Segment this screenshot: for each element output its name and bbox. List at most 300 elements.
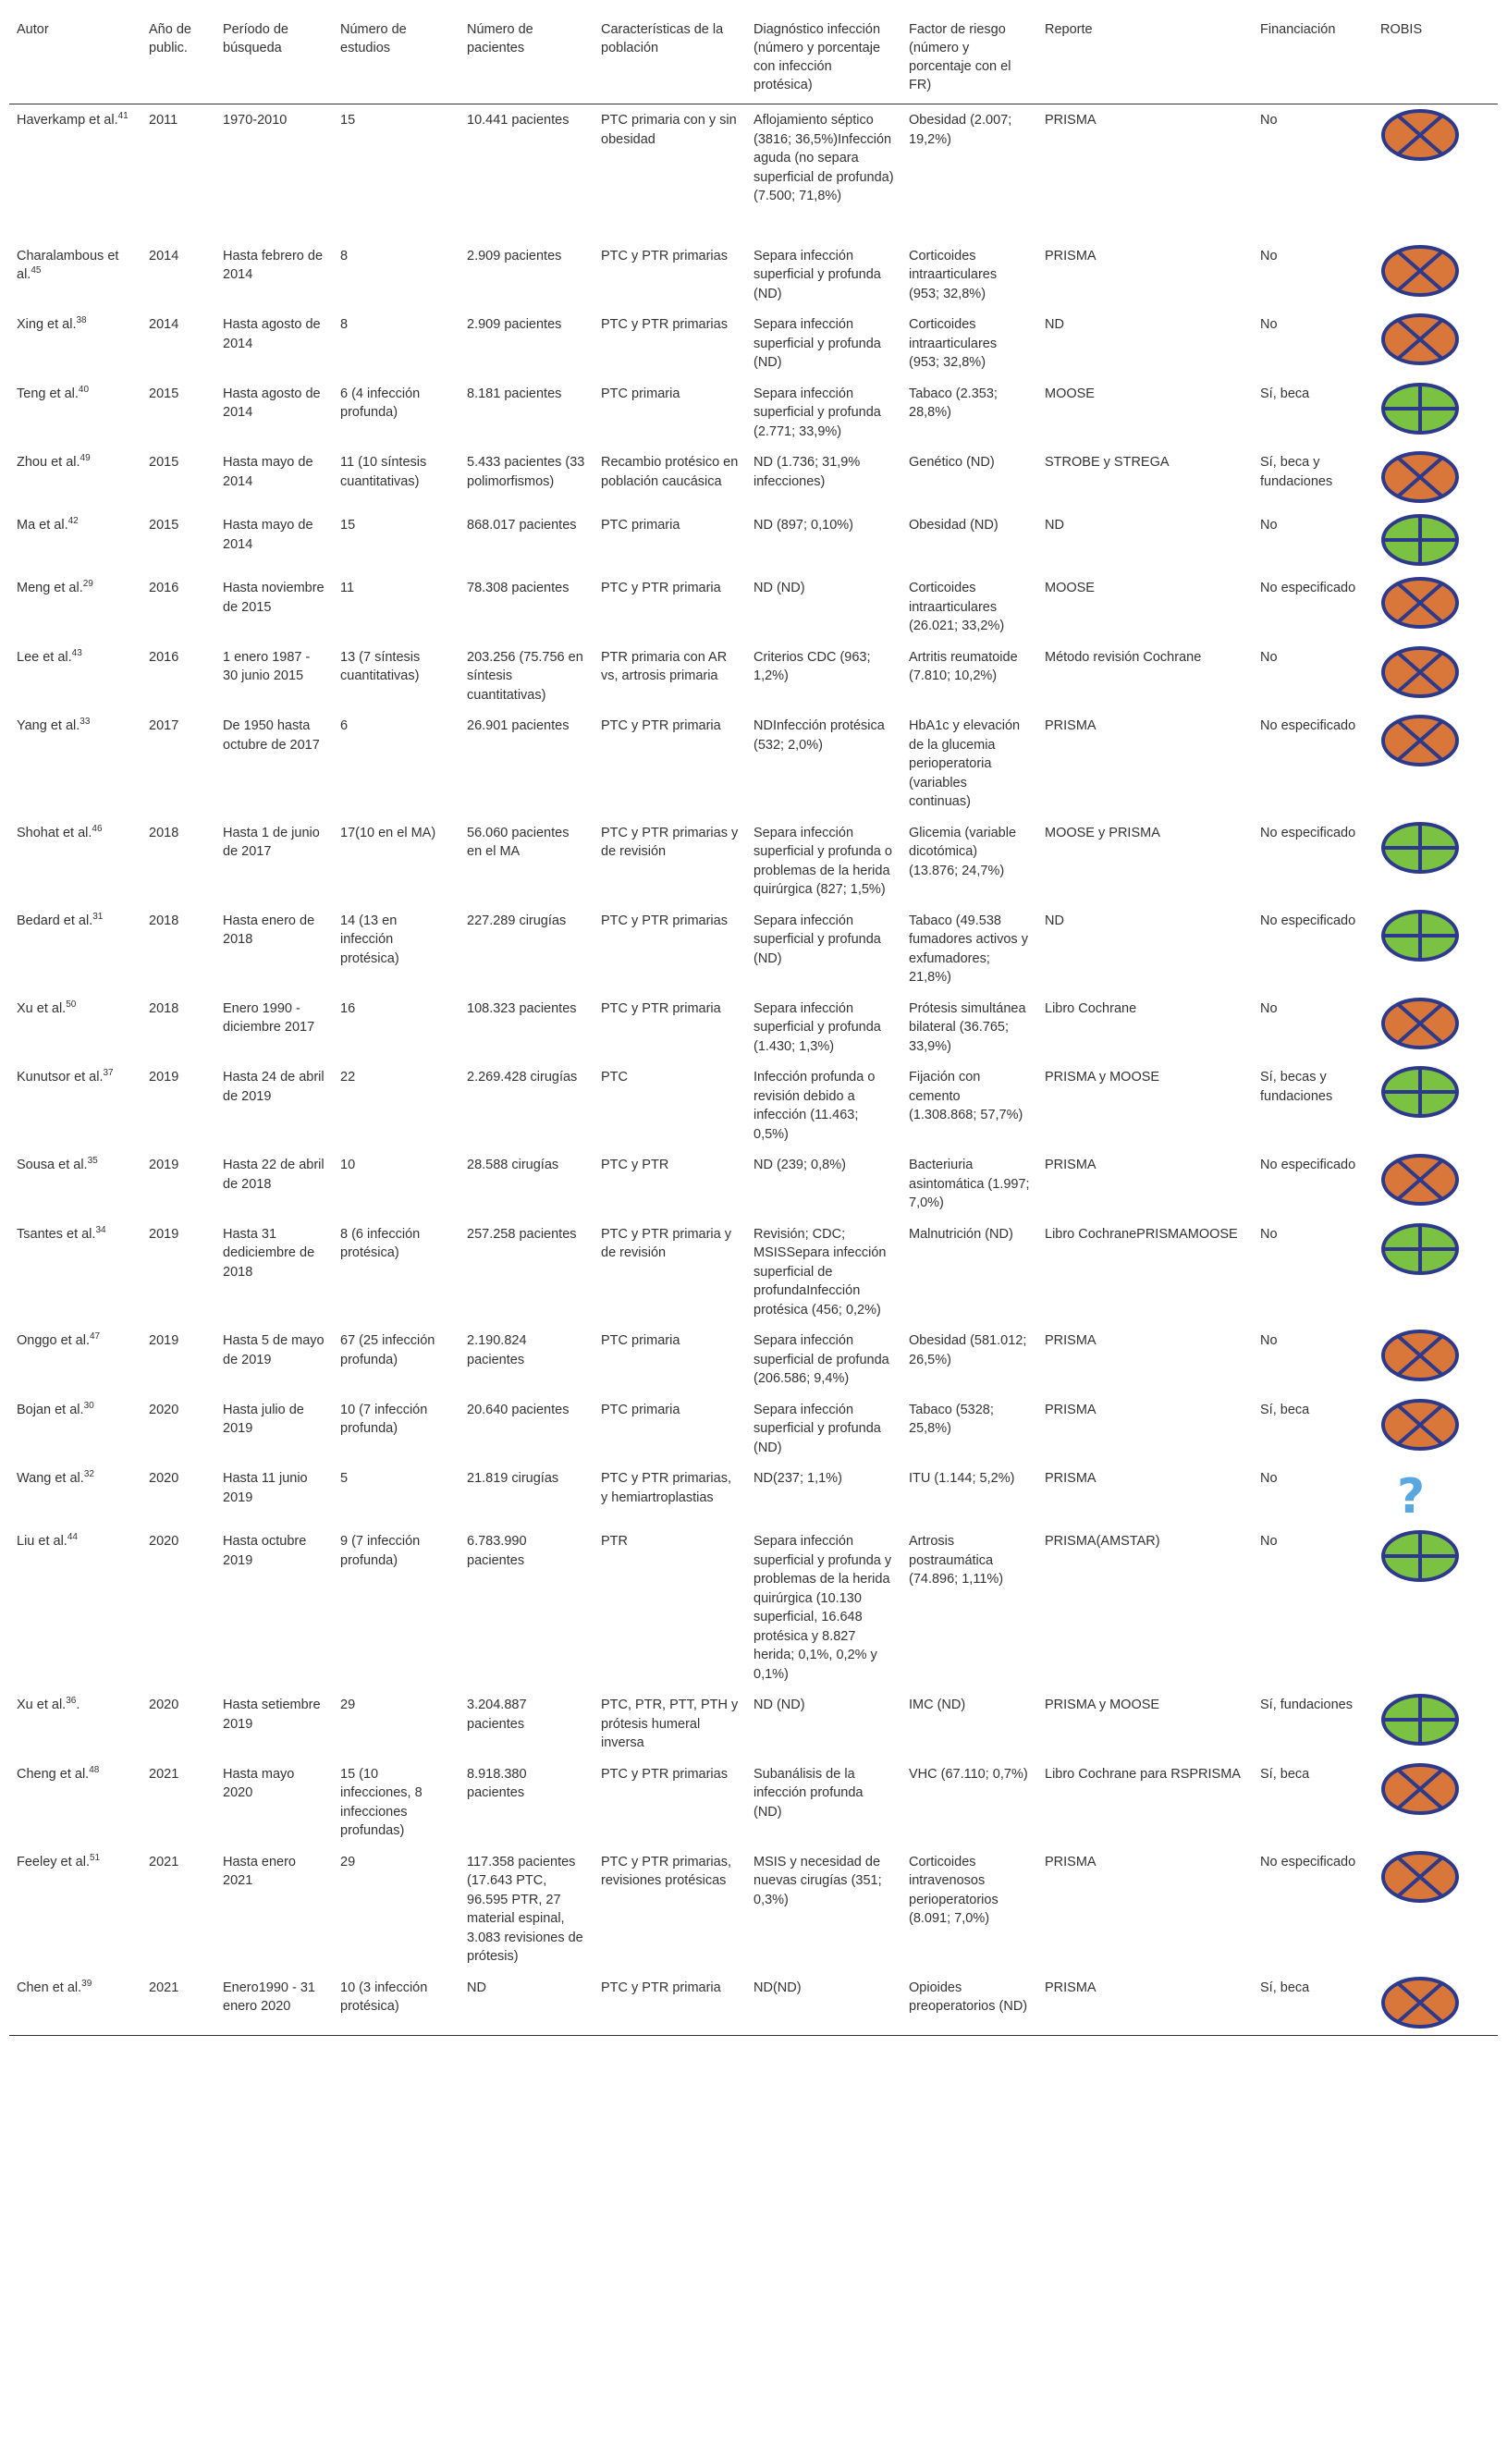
cell-reporte: Método revisión Cochrane — [1045, 649, 1202, 665]
cell-robis — [1373, 509, 1498, 572]
cell-financiacion: Sí, beca — [1260, 386, 1310, 401]
cell-factor: Corticoides intraarticulares (953; 32,8%) — [909, 248, 998, 301]
robis-low-risk-icon — [1380, 1529, 1460, 1583]
cell-autor — [9, 642, 141, 711]
cell-poblacion: PTR primaria con AR vs, artrosis primaria — [601, 649, 728, 683]
cell-poblacion: PTC y PTR primarias — [601, 317, 728, 332]
reference-number: 29 — [82, 579, 93, 590]
robis-unclear-icon — [1380, 1466, 1460, 1520]
cell-reporte: PRISMA — [1045, 1333, 1097, 1348]
author-name: Bojan et al. — [17, 1402, 84, 1417]
svg-text:?: ? — [1397, 1469, 1426, 1520]
cell-periodo: Hasta 1 de junio de 2017 — [223, 825, 320, 859]
cell-robis — [1373, 447, 1498, 509]
robis-high-risk-icon — [1380, 576, 1460, 630]
robis-high-risk-icon — [1380, 997, 1460, 1050]
cell-year: 2019 — [149, 1333, 179, 1348]
cell-pacientes: 8.918.380 pacientes — [467, 1766, 527, 1800]
cell-pacientes: 257.258 pacientes — [467, 1226, 577, 1242]
cell-autor — [9, 1394, 141, 1464]
cell-poblacion: PTC y PTR primaria — [601, 1000, 721, 1016]
cell-pacientes: 2.190.824 pacientes — [467, 1333, 527, 1367]
author-name: Onggo et al. — [17, 1333, 90, 1348]
cell-diagnostico: Separa infección superficial y profunda (ND) — [754, 248, 881, 301]
table-row — [9, 993, 1498, 1062]
cell-diagnostico: Separa infección superficial y profunda (ND) — [754, 317, 881, 370]
cell-diagnostico: Separa infección superficial y profunda (ND) — [754, 913, 881, 966]
cell-autor — [9, 993, 141, 1062]
header-factor: Factor de riesgo (número y porcentaje con el FR) — [901, 11, 1037, 104]
cell-periodo: Hasta 11 junio 2019 — [223, 1471, 308, 1505]
cell-pacientes: 21.819 cirugías — [467, 1471, 559, 1486]
cell-reporte: ND — [1045, 317, 1064, 332]
table-row — [9, 1759, 1498, 1846]
cell-periodo: Enero 1990 - diciembre 2017 — [223, 1000, 315, 1035]
reference-number: 49 — [80, 453, 91, 464]
cell-pacientes: 26.901 pacientes — [467, 718, 570, 733]
cell-financiacion: No especificado — [1260, 1158, 1356, 1172]
cell-financiacion: No — [1260, 248, 1278, 264]
cell-estudios: 8 — [340, 317, 349, 332]
cell-diagnostico: Separa infección superficial y profunda y problemas de la herida quirúrgica (10.130 superficial, 16.648 protésica y 8.827 herida; 0,1%, 0,2% y 0,1%) — [754, 1534, 892, 1682]
reference-number: 39 — [81, 1978, 92, 1989]
cell-year: 2014 — [149, 248, 179, 264]
cell-financiacion: No — [1260, 1471, 1278, 1486]
cell-poblacion: PTC y PTR primarias, revisiones protésicas — [601, 1854, 731, 1888]
cell-poblacion: Recambio protésico en población caucásica — [601, 455, 739, 489]
cell-year: 2018 — [149, 1000, 179, 1016]
cell-financiacion: No especificado — [1260, 581, 1356, 595]
table-row — [9, 1689, 1498, 1759]
reference-number: 45 — [31, 265, 42, 276]
cell-year: 2021 — [141, 1972, 215, 2036]
author-name: Liu et al. — [17, 1534, 67, 1549]
robis-high-risk-icon — [1380, 450, 1460, 504]
header-estudios: Número de estudios — [333, 11, 459, 104]
cell-diagnostico: ND (239; 0,8%) — [754, 1158, 846, 1172]
cell-financiacion: No — [1260, 1226, 1278, 1242]
cell-pacientes: 868.017 pacientes — [467, 518, 577, 533]
cell-factor: HbA1c y elevación de la glucemia perioperatoria (variables continuas) — [909, 718, 1021, 809]
cell-financiacion: No — [1260, 1333, 1278, 1348]
cell-robis — [1373, 104, 1498, 240]
cell-robis — [1373, 1689, 1498, 1759]
cell-diagnostico: Revisión; CDC; MSISSepara infección superficial de profundaInfección protésica (456; 0,2%) — [754, 1226, 887, 1318]
cell-pacientes: 5.433 pacientes (33 polimorfismos) — [467, 455, 585, 489]
header-poblacion: Características de la población — [594, 11, 746, 104]
cell-periodo: Hasta octubre 2019 — [223, 1534, 307, 1568]
cell-pacientes: 10.441 pacientes — [467, 113, 570, 128]
cell-robis — [1373, 710, 1498, 817]
cell-poblacion: PTC primaria con y sin obesidad — [601, 113, 737, 147]
reference-number: 36 — [66, 1696, 77, 1707]
cell-poblacion: PTC y PTR — [601, 1158, 669, 1172]
cell-poblacion: PTC y PTR primarias — [601, 913, 728, 928]
reference-number: 35 — [87, 1156, 98, 1167]
cell-poblacion: PTR — [601, 1534, 628, 1549]
robis-high-risk-icon — [1380, 108, 1460, 162]
cell-autor — [9, 309, 141, 378]
cell-factor: Fijación con cemento (1.308.868; 57,7%) — [909, 1070, 1023, 1122]
cell-periodo: Hasta mayo 2020 — [223, 1766, 295, 1800]
cell-reporte: PRISMA — [1045, 718, 1097, 733]
author-name: Sousa et al. — [17, 1158, 88, 1172]
cell-year: 2019 — [149, 1158, 179, 1172]
cell-financiacion: Sí, beca — [1253, 1972, 1373, 2036]
cell-poblacion: PTC y PTR primarias — [601, 1766, 728, 1782]
cell-estudios: 10 (3 infección protésica) — [333, 1972, 459, 2036]
cell-factor: Artritis reumatoide (7.810; 10,2%) — [909, 649, 1018, 683]
robis-high-risk-icon — [1380, 244, 1460, 298]
table-row — [9, 817, 1498, 905]
cell-robis — [1373, 240, 1498, 310]
cell-poblacion: PTC y PTR primarias — [601, 248, 728, 264]
cell-periodo: Hasta febrero de 2014 — [223, 248, 324, 282]
cell-robis — [1373, 1219, 1498, 1326]
cell-factor: Prótesis simultánea bilateral (36.765; 33,9%) — [909, 1000, 1026, 1054]
cell-year: 2021 — [149, 1766, 179, 1782]
cell-periodo: Hasta mayo de 2014 — [223, 455, 313, 489]
table-row — [9, 905, 1498, 993]
cell-year: 2017 — [149, 718, 179, 733]
table-row — [9, 1149, 1498, 1219]
reference-number: 46 — [92, 823, 103, 834]
cell-factor: Opioides preoperatorios (ND) — [901, 1972, 1037, 2036]
robis-high-risk-icon — [1380, 714, 1460, 767]
robis-high-risk-icon — [1380, 1976, 1460, 2029]
cell-autor — [9, 1219, 141, 1326]
cell-year: 2016 — [149, 581, 179, 595]
cell-robis — [1373, 309, 1498, 378]
cell-robis — [1373, 572, 1498, 642]
header-financiacion: Financiación — [1253, 11, 1373, 104]
cell-pacientes: 117.358 pacientes (17.643 PTC, 96.595 PTR, 27 material espinal, 3.083 revisiones de prótesis) — [467, 1854, 583, 1964]
cell-autor — [9, 710, 141, 817]
cell-year: 2020 — [149, 1471, 179, 1486]
cell-estudios: 14 (13 en infección protésica) — [340, 913, 399, 966]
robis-low-risk-icon — [1380, 1065, 1460, 1119]
table-row — [9, 572, 1498, 642]
cell-periodo: Hasta enero 2021 — [223, 1854, 296, 1888]
cell-reporte: MOOSE — [1045, 386, 1095, 401]
table-row — [9, 1463, 1498, 1526]
cell-robis — [1373, 378, 1498, 447]
cell-diagnostico: ND (897; 0,10%) — [754, 518, 853, 533]
cell-estudios: 29 — [340, 1698, 356, 1712]
author-name: Xu et al. — [17, 1698, 67, 1712]
header-robis: ROBIS — [1373, 11, 1498, 104]
cell-financiacion: Sí, beca — [1260, 1402, 1310, 1417]
cell-periodo: Hasta enero de 2018 — [223, 913, 315, 947]
cell-autor — [9, 447, 141, 509]
reference-number: 34 — [95, 1224, 106, 1235]
cell-autor — [9, 1689, 141, 1759]
cell-financiacion: Sí, fundaciones — [1260, 1698, 1353, 1712]
cell-robis — [1373, 817, 1498, 905]
cell-reporte: PRISMA — [1045, 1402, 1097, 1417]
cell-robis — [1373, 1526, 1498, 1689]
cell-diagnostico: Separa infección superficial de profunda (206.586; 9,4%) — [754, 1333, 889, 1386]
cell-factor: Genético (ND) — [909, 455, 995, 470]
author-suffix: . — [76, 1698, 80, 1712]
cell-factor: Tabaco (2.353; 28,8%) — [909, 386, 998, 420]
robis-high-risk-icon — [1380, 1153, 1460, 1207]
cell-year: 2020 — [149, 1698, 179, 1712]
robis-low-risk-icon — [1380, 1693, 1460, 1747]
cell-periodo: De 1950 hasta octubre de 2017 — [223, 718, 320, 753]
cell-factor: Glicemia (variable dicotómica) (13.876; 24,7%) — [909, 825, 1017, 878]
author-name: Yang et al. — [17, 718, 80, 733]
cell-estudios: 11 (10 síntesis cuantitativas) — [340, 455, 427, 489]
cell-reporte: PRISMA(AMSTAR) — [1045, 1534, 1160, 1549]
reference-number: 37 — [103, 1068, 114, 1079]
author-name: Haverkamp et al. — [17, 113, 118, 128]
cell-reporte: MOOSE y PRISMA — [1045, 825, 1160, 840]
cell-factor: Obesidad (ND) — [909, 518, 999, 533]
table-row — [9, 309, 1498, 378]
cell-periodo: Hasta mayo de 2014 — [223, 518, 313, 552]
cell-estudios: 67 (25 infección profunda) — [340, 1333, 435, 1367]
cell-diagnostico: Criterios CDC (963; 1,2%) — [754, 649, 871, 683]
cell-diagnostico: Infección profunda o revisión debido a infección (11.463; 0,5%) — [754, 1070, 876, 1142]
cell-factor: Corticoides intraarticulares (26.021; 33,2%) — [909, 581, 1005, 633]
cell-poblacion: PTC primaria — [601, 1402, 680, 1417]
cell-autor — [9, 509, 141, 572]
cell-robis — [1373, 1325, 1498, 1394]
cell-pacientes: 6.783.990 pacientes — [467, 1534, 527, 1568]
cell-autor — [9, 572, 141, 642]
cell-robis — [1373, 1061, 1498, 1149]
cell-autor — [9, 378, 141, 447]
cell-reporte: Libro CochranePRISMAMOOSE — [1045, 1226, 1238, 1242]
robis-low-risk-icon — [1380, 821, 1460, 875]
robis-high-risk-icon — [1380, 1762, 1460, 1816]
cell-diagnostico: Subanálisis de la infección profunda (ND) — [754, 1766, 864, 1820]
reference-number: 48 — [89, 1764, 100, 1775]
table-row — [9, 1526, 1498, 1689]
cell-diagnostico: ND (ND) — [754, 1698, 805, 1712]
reference-number: 30 — [83, 1400, 94, 1411]
cell-poblacion: PTC primaria — [601, 386, 680, 401]
author-name: Ma et al. — [17, 518, 68, 533]
table-row — [9, 240, 1498, 310]
cell-financiacion: Sí, beca — [1260, 1766, 1310, 1782]
cell-financiacion: No especificado — [1260, 1854, 1356, 1869]
cell-autor — [9, 1759, 141, 1846]
table-row — [9, 509, 1498, 572]
cell-poblacion: PTC y PTR primaria — [601, 581, 721, 595]
cell-estudios: 15 — [340, 518, 356, 533]
table-header-row — [9, 11, 1498, 104]
author-name: Kunutsor et al. — [17, 1070, 104, 1085]
cell-year: 2015 — [149, 386, 179, 401]
cell-autor — [9, 104, 141, 240]
header-year: Año de public. — [141, 11, 215, 104]
cell-periodo: Hasta 22 de abril de 2018 — [223, 1158, 325, 1192]
cell-estudios: 11 — [340, 581, 355, 595]
cell-year: 2018 — [149, 913, 179, 928]
cell-poblacion: PTC, PTR, PTT, PTH y prótesis humeral inversa — [601, 1698, 739, 1750]
cell-estudios: 10 — [340, 1158, 356, 1172]
cell-periodo: 1 enero 1987 - 30 junio 2015 — [223, 649, 311, 683]
table-row — [9, 378, 1498, 447]
reference-number: 38 — [76, 315, 87, 326]
author-name: Feeley et al. — [17, 1854, 90, 1869]
reference-number: 31 — [92, 911, 104, 922]
robis-low-risk-icon — [1380, 909, 1460, 962]
cell-year: 2019 — [149, 1070, 179, 1085]
cell-pacientes: 8.181 pacientes — [467, 386, 562, 401]
cell-robis — [1373, 642, 1498, 711]
cell-diagnostico: Separa infección superficial y profunda (1.430; 1,3%) — [754, 1000, 881, 1054]
cell-year: 2011 — [149, 113, 178, 128]
cell-reporte: ND — [1045, 913, 1064, 928]
reference-number: 44 — [67, 1532, 78, 1543]
cell-diagnostico: ND(237; 1,1%) — [754, 1471, 842, 1486]
cell-pacientes: 3.204.887 pacientes — [467, 1698, 527, 1732]
cell-estudios: 16 — [340, 1000, 356, 1016]
table-row — [9, 1325, 1498, 1394]
cell-estudios: 15 (10 infecciones, 8 infecciones profundas) — [340, 1766, 423, 1838]
cell-periodo: Hasta 24 de abril de 2019 — [223, 1070, 325, 1104]
table-row — [9, 710, 1498, 817]
cell-factor: Corticoides intraarticulares (953; 32,8%) — [909, 317, 998, 370]
header-autor: Autor — [9, 11, 141, 104]
cell-financiacion: Sí, becas y fundaciones — [1260, 1070, 1333, 1104]
cell-autor — [9, 905, 141, 993]
cell-factor: Obesidad (2.007; 19,2%) — [909, 113, 1012, 147]
author-name: Xing et al. — [17, 317, 77, 332]
cell-autor — [9, 1972, 141, 2036]
cell-financiacion: No — [1260, 518, 1278, 533]
cell-financiacion: No — [1260, 1534, 1278, 1549]
cell-factor: IMC (ND) — [909, 1698, 966, 1712]
author-name: Chen et al. — [17, 1980, 82, 1995]
cell-estudios: 22 — [340, 1070, 356, 1085]
table-row — [9, 1219, 1498, 1326]
cell-diagnostico: NDInfección protésica (532; 2,0%) — [754, 718, 885, 753]
cell-financiacion: No especificado — [1260, 718, 1356, 733]
cell-robis — [1373, 1846, 1498, 1972]
cell-periodo: Hasta setiembre 2019 — [223, 1698, 321, 1732]
cell-poblacion: PTC — [601, 1070, 628, 1085]
cell-diagnostico: ND (1.736; 31,9% infecciones) — [754, 455, 861, 489]
cell-pacientes: 2.269.428 cirugías — [467, 1070, 578, 1085]
cell-estudios: 17(10 en el MA) — [340, 825, 436, 840]
cell-robis — [1373, 1972, 1498, 2036]
cell-financiacion: No especificado — [1260, 913, 1356, 928]
cell-reporte: PRISMA — [1045, 113, 1097, 128]
cell-autor — [9, 1061, 141, 1149]
cell-diagnostico: ND (ND) — [754, 581, 805, 595]
cell-robis — [1373, 905, 1498, 993]
cell-reporte: PRISMA — [1045, 1471, 1097, 1486]
cell-pacientes: 108.323 pacientes — [467, 1000, 577, 1016]
table-row — [9, 104, 1498, 240]
cell-robis — [1373, 1394, 1498, 1464]
cell-pacientes: 78.308 pacientes — [467, 581, 570, 595]
author-name: Meng et al. — [17, 581, 83, 595]
cell-autor — [9, 240, 141, 310]
author-name: Charalambous et al. — [17, 248, 119, 282]
cell-pacientes: 28.588 cirugías — [467, 1158, 559, 1172]
cell-estudios: 8 (6 infección protésica) — [340, 1226, 421, 1260]
cell-periodo: Hasta 31 dediciembre de 2018 — [223, 1226, 315, 1280]
cell-diagnostico: Separa infección superficial y profunda (2.771; 33,9%) — [754, 386, 881, 439]
cell-factor: Bacteriuria asintomática (1.997; 7,0%) — [909, 1158, 1030, 1210]
cell-financiacion: No — [1260, 649, 1278, 665]
reference-number: 47 — [90, 1331, 101, 1342]
table-row — [9, 447, 1498, 509]
cell-financiacion: No — [1260, 113, 1278, 128]
cell-estudios: 8 — [340, 248, 349, 264]
cell-factor: Malnutrición (ND) — [909, 1226, 1013, 1242]
cell-periodo: Hasta agosto de 2014 — [223, 317, 321, 351]
robis-high-risk-icon — [1380, 645, 1460, 699]
cell-reporte: PRISMA — [1045, 248, 1097, 264]
cell-periodo: Hasta noviembre de 2015 — [223, 581, 325, 615]
cell-periodo: 1970-2010 — [223, 113, 288, 128]
cell-autor — [9, 1325, 141, 1394]
cell-year: 2015 — [149, 518, 179, 533]
robis-low-risk-icon — [1380, 382, 1460, 435]
cell-diagnostico: Aflojamiento séptico (3816; 36,5%)Infección aguda (no separa superficial de profunda) (7.500; 71,8%) — [754, 113, 894, 203]
cell-estudios: 5 — [340, 1471, 349, 1486]
author-name: Zhou et al. — [17, 455, 80, 470]
cell-financiacion: No — [1260, 317, 1278, 332]
table-row — [9, 1972, 1498, 2036]
cell-pacientes: 2.909 pacientes — [467, 248, 562, 264]
cell-diagnostico: Separa infección superficial y profunda (ND) — [754, 1402, 881, 1455]
cell-pacientes: 203.256 (75.756 en síntesis cuantitativas) — [467, 649, 583, 703]
cell-poblacion: PTC primaria — [601, 1333, 680, 1348]
author-name: Wang et al. — [17, 1471, 84, 1486]
header-diagnostico: Diagnóstico infección (número y porcentaje con infección protésica) — [746, 11, 901, 104]
cell-year: 2016 — [149, 649, 179, 665]
reference-number: 50 — [66, 999, 77, 1010]
cell-pacientes: 227.289 cirugías — [467, 913, 567, 928]
author-name: Tsantes et al. — [17, 1226, 96, 1242]
cell-pacientes: ND — [459, 1972, 594, 2036]
cell-robis — [1373, 993, 1498, 1062]
cell-reporte: MOOSE — [1045, 581, 1095, 595]
author-name: Bedard et al. — [17, 913, 93, 928]
cell-estudios: 13 (7 síntesis cuantitativas) — [340, 649, 421, 683]
cell-reporte: PRISMA — [1045, 1158, 1097, 1172]
cell-estudios: 29 — [340, 1854, 356, 1869]
cell-financiacion: Sí, beca y fundaciones — [1260, 455, 1333, 489]
cell-financiacion: No — [1260, 1000, 1278, 1016]
cell-factor: Tabaco (49.538 fumadores activos y exfumadores; 21,8%) — [909, 913, 1028, 985]
robis-low-risk-icon — [1380, 513, 1460, 567]
cell-poblacion: PTC y PTR primaria — [594, 1972, 746, 2036]
cell-autor — [9, 1463, 141, 1526]
robis-high-risk-icon — [1380, 1329, 1460, 1382]
cell-autor — [9, 1149, 141, 1219]
cell-factor: VHC (67.110; 0,7%) — [909, 1766, 1028, 1782]
reference-number: 42 — [67, 516, 79, 527]
robis-high-risk-icon — [1380, 1398, 1460, 1452]
cell-reporte: PRISMA — [1045, 1854, 1097, 1869]
cell-periodo: Hasta 5 de mayo de 2019 — [223, 1333, 325, 1367]
cell-factor: Corticoides intravenosos perioperatorios (8.091; 7,0%) — [909, 1854, 999, 1926]
reference-number: 33 — [80, 717, 91, 728]
robis-table — [9, 11, 1498, 2036]
robis-high-risk-icon — [1380, 313, 1460, 366]
cell-pacientes: 2.909 pacientes — [467, 317, 562, 332]
reference-number: 43 — [71, 647, 82, 658]
cell-year: 2020 — [149, 1534, 179, 1549]
